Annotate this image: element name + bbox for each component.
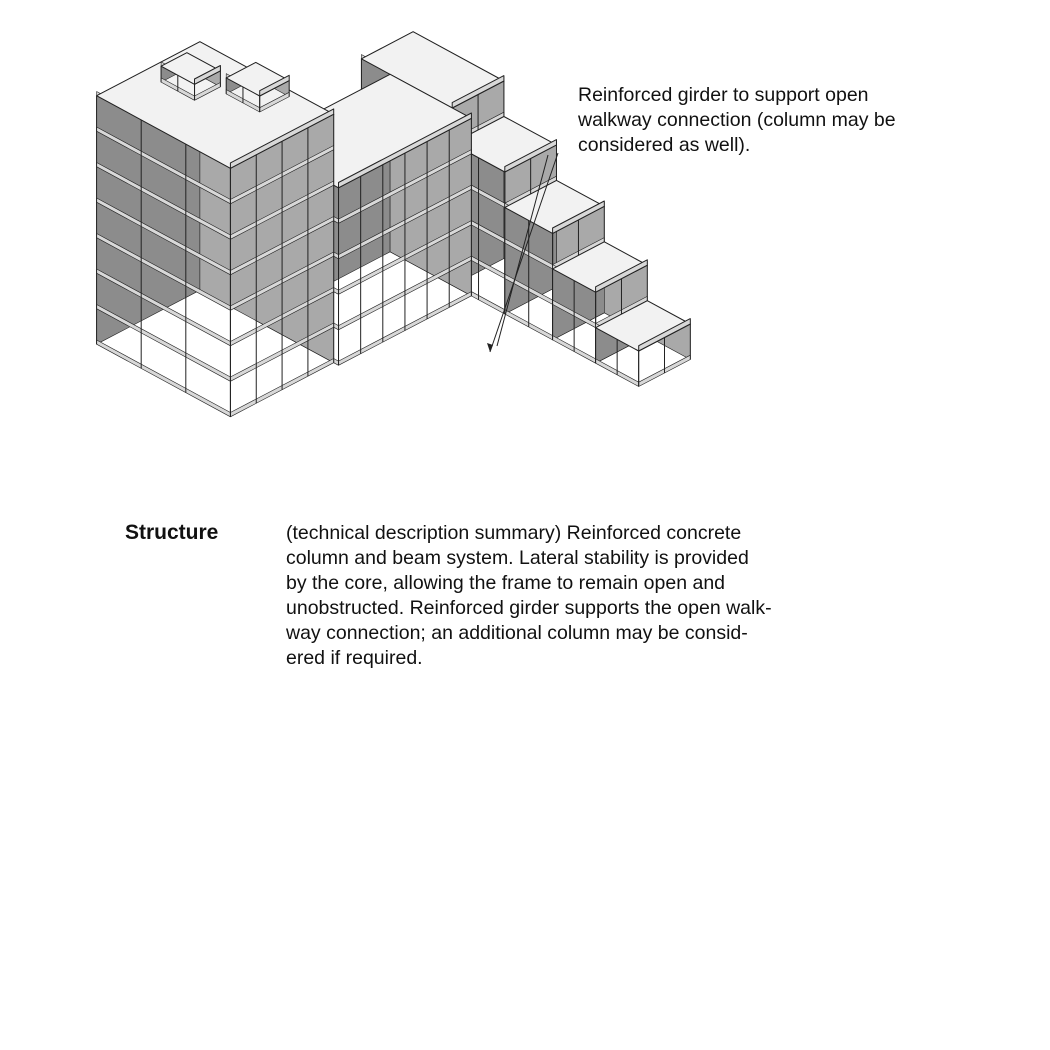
tower-slab-side-1 bbox=[97, 305, 231, 382]
tower-slab-side-0 bbox=[97, 340, 231, 417]
section-label: Structure bbox=[125, 521, 219, 544]
girder-callout: Reinforced girder to support open walkway connection (column may be considered as well). bbox=[578, 84, 896, 156]
structure-description: (technical description summary) Reinforced concrete column and beam system. Lateral stability is provided by the core, allowing the frame to remain open and unobstructed. Reinforced girder supports the open walk- way connection; an additional column may be consid- ered if required. bbox=[286, 522, 772, 669]
